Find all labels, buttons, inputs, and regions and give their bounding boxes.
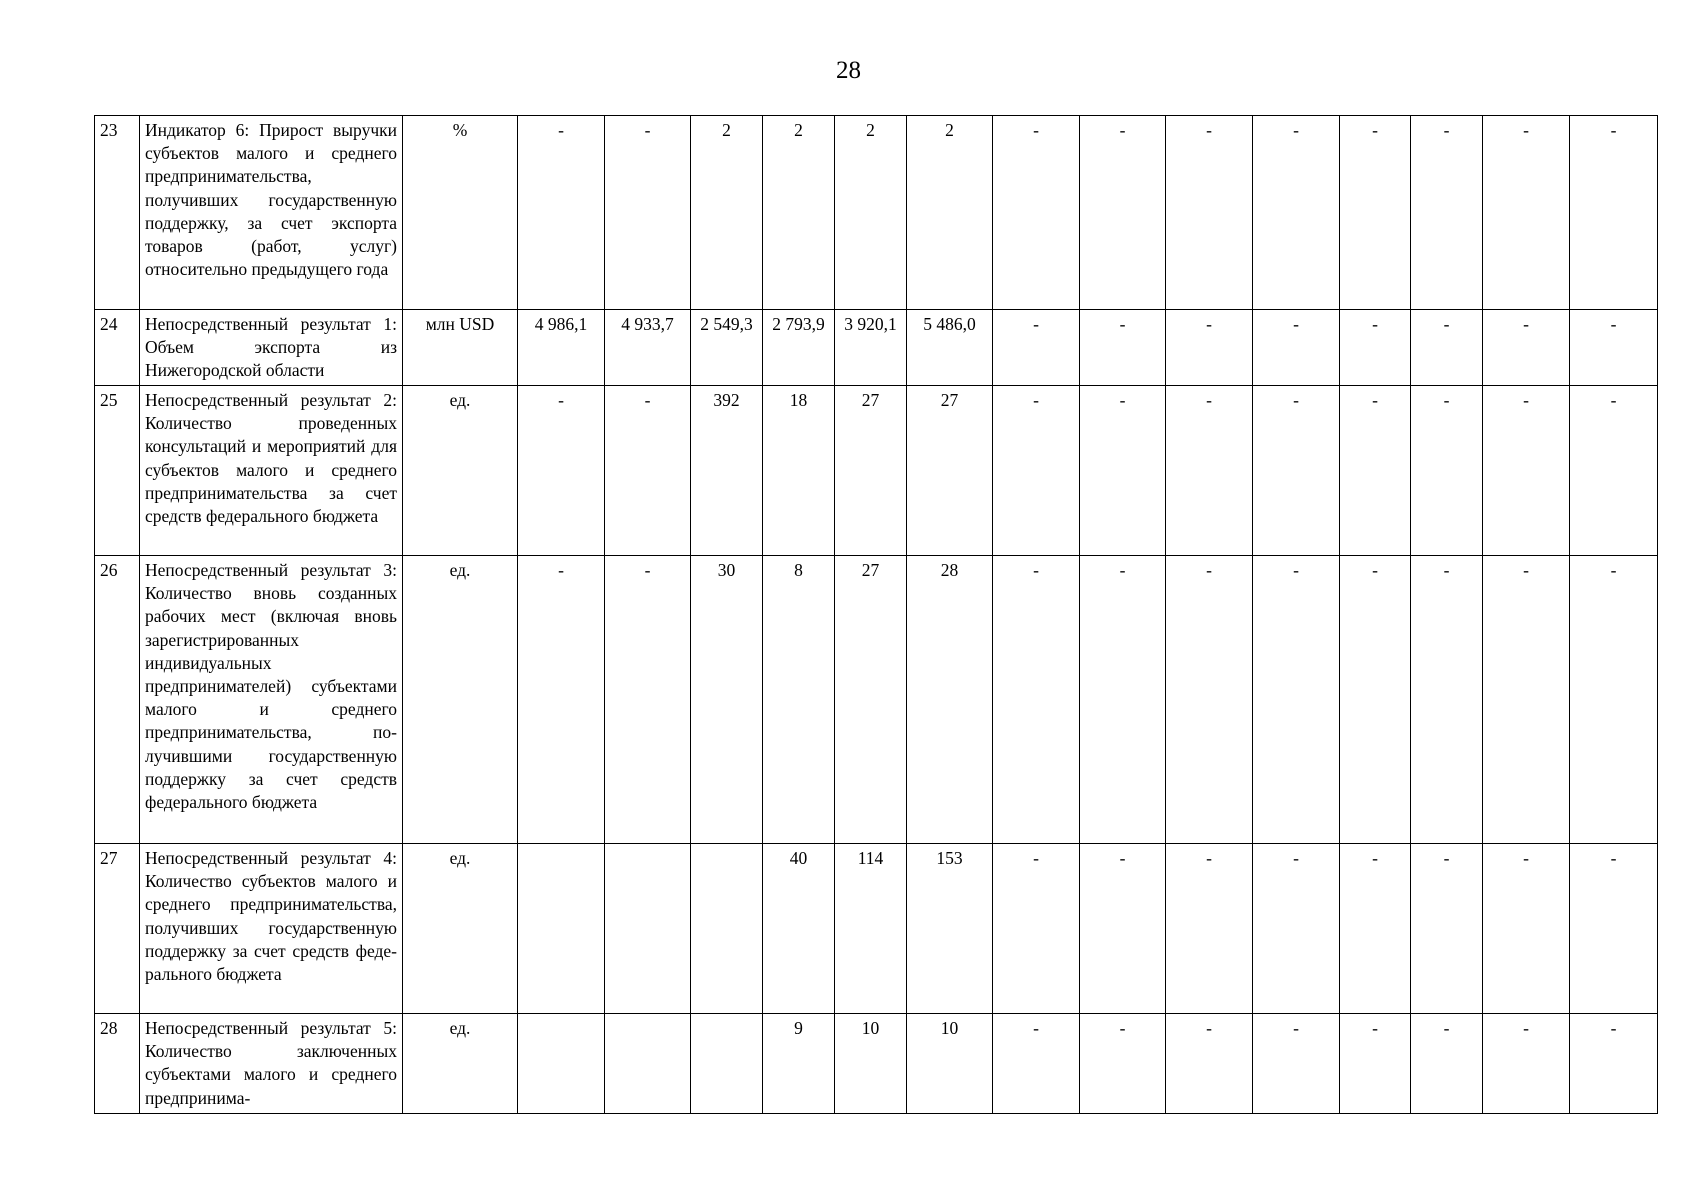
table-body	[95, 116, 1658, 1114]
value-cell: -	[1080, 116, 1166, 310]
value-cell: -	[1253, 386, 1340, 556]
value-cell: -	[1340, 1014, 1411, 1114]
value-cell: -	[1483, 386, 1570, 556]
value-cell: -	[1411, 556, 1483, 844]
value-cell: 18	[763, 386, 835, 556]
unit: %	[403, 116, 518, 310]
value-cell: -	[605, 556, 691, 844]
value-cell	[605, 1014, 691, 1114]
value-cell: 8	[763, 556, 835, 844]
value-cell: 30	[691, 556, 763, 844]
table-row	[95, 116, 1658, 310]
value-cell	[518, 1014, 605, 1114]
indicator-name: Непосредственный результат 1: Объем экспорта из Нижегородской области	[140, 310, 403, 386]
value-cell: 40	[763, 844, 835, 1014]
value-cell: -	[1253, 556, 1340, 844]
value-cell: -	[518, 386, 605, 556]
value-cell: 2	[763, 116, 835, 310]
value-cell: 2	[835, 116, 907, 310]
value-cell: -	[605, 386, 691, 556]
indicator-name: Индикатор 6: Прирост выручки субъектов малого и среднего предпринимательства, получивших государственную поддержку, за счет экспорта товаров (работ, услуг) относительно предыдущего года	[140, 116, 403, 310]
row-number: 23	[95, 116, 140, 310]
page-number: 28	[836, 57, 861, 84]
value-cell	[518, 844, 605, 1014]
value-cell: 10	[907, 1014, 993, 1114]
unit: ед.	[403, 1014, 518, 1114]
value-cell: -	[1253, 310, 1340, 386]
value-cell: -	[1411, 386, 1483, 556]
value-cell: -	[1570, 844, 1658, 1014]
value-cell: -	[1340, 386, 1411, 556]
value-cell: -	[1080, 310, 1166, 386]
value-cell: 27	[907, 386, 993, 556]
value-cell: 27	[835, 386, 907, 556]
table-row	[95, 386, 1658, 556]
indicator-name: Непосредственный результат 3: Количество вновь созданных рабочих мест (включая вновь зарегистрированных индивидуальных предпринимателей) субъектами малого и среднего предпринимательства, получившими государственную поддержку за счет средств федерального бюджета	[140, 556, 403, 844]
value-cell: -	[518, 556, 605, 844]
value-cell: -	[1166, 844, 1253, 1014]
value-cell: -	[1340, 556, 1411, 844]
value-cell: -	[1166, 116, 1253, 310]
value-cell: -	[993, 310, 1080, 386]
value-cell: -	[1253, 1014, 1340, 1114]
value-cell: 2	[907, 116, 993, 310]
value-cell: -	[993, 116, 1080, 310]
value-cell: -	[993, 844, 1080, 1014]
indicator-name: Непосредственный результат 2: Количество проведенных консультаций и мероприятий для субъектов малого и среднего предпринимательства за счет средств федерального бюджета	[140, 386, 403, 556]
value-cell: -	[1570, 310, 1658, 386]
value-cell: -	[993, 386, 1080, 556]
value-cell: -	[1570, 556, 1658, 844]
value-cell: -	[1340, 844, 1411, 1014]
value-cell: 9	[763, 1014, 835, 1114]
value-cell: 153	[907, 844, 993, 1014]
value-cell: -	[1080, 556, 1166, 844]
unit: ед.	[403, 844, 518, 1014]
value-cell: -	[1570, 386, 1658, 556]
value-cell: -	[1483, 310, 1570, 386]
value-cell: 4 933,7	[605, 310, 691, 386]
indicators-table	[94, 115, 1658, 1114]
value-cell: 27	[835, 556, 907, 844]
value-cell: 28	[907, 556, 993, 844]
value-cell: -	[993, 556, 1080, 844]
value-cell: -	[1483, 116, 1570, 310]
value-cell: -	[993, 1014, 1080, 1114]
value-cell: -	[1570, 116, 1658, 310]
value-cell: -	[1483, 844, 1570, 1014]
unit: млн USD	[403, 310, 518, 386]
value-cell	[691, 844, 763, 1014]
value-cell: -	[1411, 310, 1483, 386]
value-cell: 3 920,1	[835, 310, 907, 386]
value-cell: -	[1340, 116, 1411, 310]
table-row	[95, 556, 1658, 844]
value-cell	[691, 1014, 763, 1114]
row-number: 28	[95, 1014, 140, 1114]
table-row	[95, 844, 1658, 1014]
value-cell: -	[1166, 1014, 1253, 1114]
value-cell: -	[1080, 386, 1166, 556]
value-cell: -	[1080, 1014, 1166, 1114]
value-cell: -	[1483, 1014, 1570, 1114]
row-number: 27	[95, 844, 140, 1014]
value-cell: 4 986,1	[518, 310, 605, 386]
value-cell	[605, 844, 691, 1014]
unit: ед.	[403, 386, 518, 556]
unit: ед.	[403, 556, 518, 844]
value-cell: 2 549,3	[691, 310, 763, 386]
value-cell: 5 486,0	[907, 310, 993, 386]
row-number: 25	[95, 386, 140, 556]
table-row	[95, 1014, 1658, 1114]
value-cell: 2	[691, 116, 763, 310]
value-cell: -	[518, 116, 605, 310]
value-cell: -	[1166, 386, 1253, 556]
value-cell: -	[1570, 1014, 1658, 1114]
value-cell: -	[1253, 844, 1340, 1014]
value-cell: -	[1166, 310, 1253, 386]
value-cell: -	[1411, 116, 1483, 310]
row-number: 26	[95, 556, 140, 844]
value-cell: 2 793,9	[763, 310, 835, 386]
value-cell: -	[1411, 844, 1483, 1014]
value-cell: 10	[835, 1014, 907, 1114]
row-number: 24	[95, 310, 140, 386]
value-cell: -	[1166, 556, 1253, 844]
indicator-name: Непосредственный результат 5: Количество заключенных субъектами малого и среднего предпринима-	[140, 1014, 403, 1114]
value-cell: -	[1483, 556, 1570, 844]
value-cell: 114	[835, 844, 907, 1014]
value-cell: -	[1411, 1014, 1483, 1114]
value-cell: -	[1080, 844, 1166, 1014]
value-cell: 392	[691, 386, 763, 556]
table-row	[95, 310, 1658, 386]
value-cell: -	[1253, 116, 1340, 310]
value-cell: -	[605, 116, 691, 310]
value-cell: -	[1340, 310, 1411, 386]
indicator-name: Непосредственный результат 4: Количество субъектов малого и среднего предпринимательства, получивших государственную поддержку за счет средств федерального бюджета	[140, 844, 403, 1014]
